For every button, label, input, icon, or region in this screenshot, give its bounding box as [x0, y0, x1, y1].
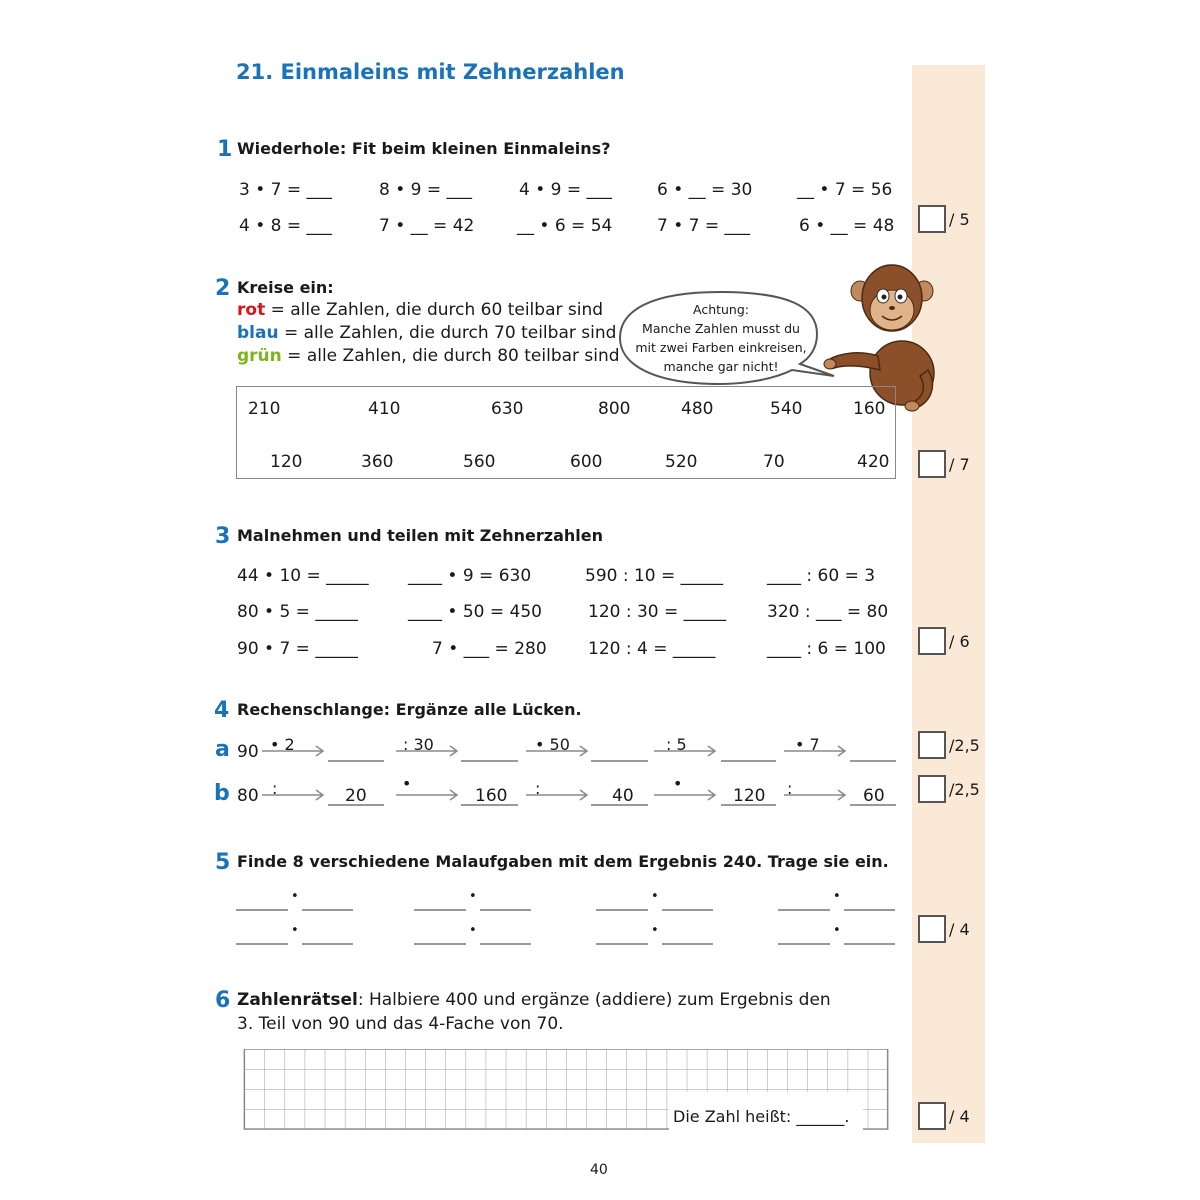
circle-number[interactable]: 600 [570, 452, 603, 472]
task4a-score-box[interactable] [918, 731, 946, 759]
bubble-text: Achtung: Manche Zahlen musst du mit zwei Farben einkreisen, manche gar nicht! [635, 302, 807, 374]
snake-op: : 5 [666, 735, 687, 754]
snake-result: 20 [345, 786, 367, 806]
task2-number: 2 [215, 276, 231, 301]
snake-op: • 50 [535, 735, 570, 754]
task3-exercise[interactable]: 320 : ___ = 80 [767, 602, 889, 622]
task1-heading: Wiederhole: Fit beim kleinen Einmaleins? [237, 139, 611, 158]
multiply-dot: • [291, 923, 299, 938]
circle-number[interactable]: 560 [463, 452, 496, 472]
task1-score-box[interactable] [918, 205, 946, 233]
color-word-green: grün [237, 346, 282, 366]
task5-score-box[interactable] [918, 915, 946, 943]
task4-number: 4 [214, 698, 230, 723]
task1-exercise[interactable]: 8 • 9 = ___ [379, 180, 473, 200]
snake-op: : [787, 779, 793, 798]
task5-score: / 4 [949, 920, 970, 939]
snake-start: 90 [237, 742, 259, 762]
circle-number[interactable]: 160 [853, 399, 886, 419]
snake-op: : 30 [403, 735, 434, 754]
task1-score: / 5 [949, 210, 970, 229]
snake-op: : [272, 779, 278, 798]
task6-line1: Zahlenrätsel: Halbiere 400 und ergänze (addiere) zum Ergebnis den [237, 990, 831, 1010]
multiply-dot: • [651, 889, 659, 904]
color-word-red: rot [237, 300, 266, 320]
snake-result: 40 [612, 786, 634, 806]
task3-heading: Malnehmen und teilen mit Zehnerzahlen [237, 526, 603, 545]
circle-number[interactable]: 410 [368, 399, 401, 419]
task4b-label: b [214, 781, 230, 806]
task6-score-box[interactable] [918, 1102, 946, 1130]
page-title: 21. Einmaleins mit Zehnerzahlen [236, 60, 625, 84]
snake-start: 80 [237, 786, 259, 806]
circle-number[interactable]: 520 [665, 452, 698, 472]
multiply-dot: • [291, 889, 299, 904]
task6-line2: 3. Teil von 90 und das 4-Fache von 70. [237, 1014, 564, 1034]
task6-score: / 4 [949, 1107, 970, 1126]
task1-exercise[interactable]: 6 • __ = 48 [799, 216, 895, 236]
circle-number[interactable]: 630 [491, 399, 524, 419]
task2-score: / 7 [949, 455, 970, 474]
task3-exercise[interactable]: 120 : 4 = _____ [588, 639, 716, 659]
circle-number[interactable]: 540 [770, 399, 803, 419]
task1-exercise[interactable]: 4 • 8 = ___ [239, 216, 333, 236]
snake-op: • 7 [795, 735, 820, 754]
task2-rule-red: rot = alle Zahlen, die durch 60 teilbar sind [237, 300, 604, 320]
page-number: 40 [590, 1162, 608, 1178]
task1-exercise[interactable]: 4 • 9 = ___ [519, 180, 613, 200]
task1-exercise[interactable]: 6 • __ = 30 [657, 180, 753, 200]
circle-number[interactable]: 70 [763, 452, 785, 472]
task3-exercise[interactable]: 80 • 5 = _____ [237, 602, 358, 622]
circle-number[interactable]: 210 [248, 399, 281, 419]
multiply-dot: • [469, 889, 477, 904]
task3-exercise[interactable]: 90 • 7 = _____ [237, 639, 358, 659]
task4-heading: Rechenschlange: Ergänze alle Lücken. [237, 700, 582, 719]
task2-heading: Kreise ein: [237, 278, 334, 297]
task2-rule-blue: blau = alle Zahlen, die durch 70 teilbar sind [237, 323, 617, 343]
task6-answer[interactable]: Die Zahl heißt: ______. [673, 1107, 850, 1126]
multiply-dot: • [833, 923, 841, 938]
task3-exercise[interactable]: 7 • ___ = 280 [432, 639, 547, 659]
task3-score: / 6 [949, 632, 970, 651]
multiply-dot: • [651, 923, 659, 938]
task5-number: 5 [215, 850, 231, 875]
circle-number[interactable]: 360 [361, 452, 394, 472]
task3-exercise[interactable]: 590 : 10 = _____ [585, 566, 724, 586]
multiply-dot: • [469, 923, 477, 938]
task3-exercise[interactable]: ____ • 50 = 450 [408, 602, 542, 622]
task4b-score-box[interactable] [918, 775, 946, 803]
snake-op: • [402, 774, 412, 793]
task6-number: 6 [215, 988, 231, 1013]
snake-result: 160 [475, 786, 508, 806]
task3-number: 3 [215, 524, 231, 549]
task5-blanks[interactable] [236, 900, 898, 950]
color-word-blue: blau [237, 323, 279, 343]
task4b-score: /2,5 [949, 780, 980, 799]
task1-exercise[interactable]: __ • 6 = 54 [517, 216, 613, 236]
circle-number[interactable]: 420 [857, 452, 890, 472]
circle-number[interactable]: 480 [681, 399, 714, 419]
task1-exercise[interactable]: __ • 7 = 56 [797, 180, 893, 200]
task3-score-box[interactable] [918, 627, 946, 655]
task1-number: 1 [217, 137, 233, 162]
multiply-dot: • [833, 889, 841, 904]
task3-exercise[interactable]: ____ : 6 = 100 [767, 639, 886, 659]
task4a-score: /2,5 [949, 736, 980, 755]
circle-number[interactable]: 800 [598, 399, 631, 419]
snake-op: • 2 [270, 735, 295, 754]
task1-exercise[interactable]: 7 • 7 = ___ [657, 216, 751, 236]
task2-rule-green: grün = alle Zahlen, die durch 80 teilbar sind [237, 346, 620, 366]
snake-result: 120 [733, 786, 766, 806]
snake-result: 60 [863, 786, 885, 806]
task4a-label: a [215, 737, 230, 762]
task1-exercise[interactable]: 3 • 7 = ___ [239, 180, 333, 200]
task2-score-box[interactable] [918, 450, 946, 478]
task1-exercise[interactable]: 7 • __ = 42 [379, 216, 475, 236]
snake-op: • [673, 774, 683, 793]
snake-op: : [535, 779, 541, 798]
task3-exercise[interactable]: 120 : 30 = _____ [588, 602, 727, 622]
task3-exercise[interactable]: ____ : 60 = 3 [767, 566, 876, 586]
task3-exercise[interactable]: ____ • 9 = 630 [408, 566, 532, 586]
task3-exercise[interactable]: 44 • 10 = _____ [237, 566, 369, 586]
task5-heading: Finde 8 verschiedene Malaufgaben mit dem Ergebnis 240. Trage sie ein. [237, 852, 889, 871]
circle-number[interactable]: 120 [270, 452, 303, 472]
